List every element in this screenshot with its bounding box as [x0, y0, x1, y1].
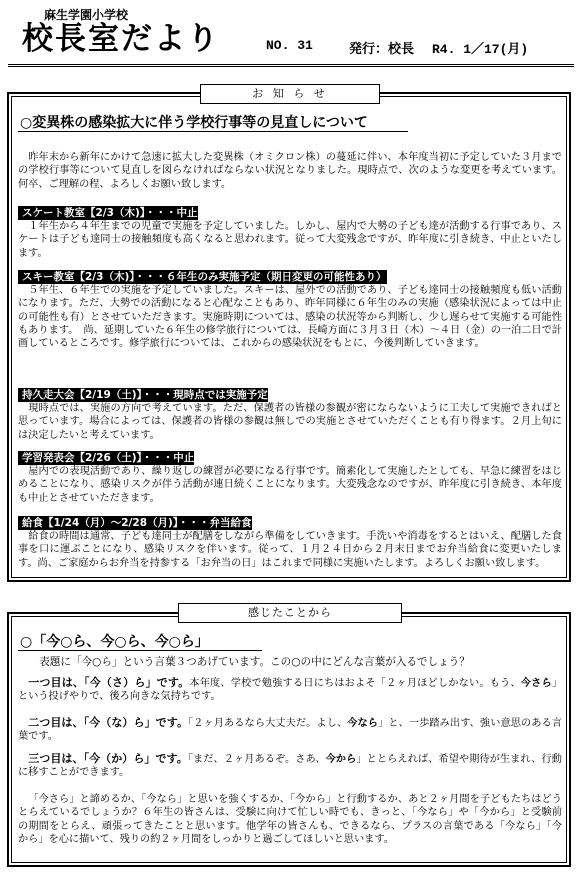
- item-marathon-bar: 持久走大会【2/19（土)】・・・現時点では実施予定: [18, 388, 268, 402]
- item-marathon-text: 現時点では、実施の方向で考えています。ただ、保護者の皆様の参観が密にならないように工夫して実施できればと思っています。場合によっては、保護者の皆様の参観は無しでの実施とさせていただくことも有り得ます。２月上旬には決定したいと考えています。: [18, 403, 562, 441]
- notice-intro: 昨年末から新年にかけて急速に拡大した変異株（オミクロン株）の蔓延に伴い、本年度当初に予定していた３月までの学校行事等について見直しを図らなければならない状況となりました。現時点で、次のような変更を考えています。何卒、ご理解の程、よろしくお願い致します。: [18, 152, 562, 190]
- reflection-para-2: 二つ目は、「今（な）ら」です。「２ヶ月あるなら大丈夫だ。よし、今なら」と、一歩踏み出す、強い意思のある言葉です。: [18, 716, 562, 743]
- para-2-lead: 二つ目は、「今（な）ら」です。: [28, 716, 189, 729]
- item-ski-bar: スキー教室【2/3（木)】・・・６年生のみ実施予定（期日変更の可能性あり）: [18, 270, 387, 284]
- item-skate-text: １年生から４年生までの児童で実施を予定していました。しかし、屋内で大勢の子ども達が活動する行事であり、スケートは子ども達同士の接触頻度も高くなると思われます。従って大変残念ですが、昨年度に引き続き、中止といたします。: [18, 221, 562, 259]
- reflection-tab: 感じたことから: [178, 603, 402, 623]
- item-skate-bar: スケート教室【2/3（木)】・・・中止: [18, 206, 198, 220]
- item-presentation-text: 屋内での表現活動であり、繰り返しの練習が必要になる行事です。簡素化して実施したとしても、早急に練習をはじめることになり、感染リスクが伴う活動が連日続くことになります。大変残念なのですが、昨年度に引き続き、本年度も中止とさせていただきます。: [18, 466, 562, 504]
- item-lunch-text: 給食の時間は通常、子ども達同士が配膳をしながら準備をしていきます。手洗いや消毒をするとはいえ、配膳した食事を口に運ぶことになり、感染リスクを伴います。従って、１月２４日から２月末日までお弁当給食に変更いたします。尚、ご家庭からお弁当を持参する「お弁当の日」はこれまで同様に実施いたします。よろしくお願い致します。: [18, 531, 562, 569]
- para-3-lead: 三つ目は、「今（か）ら」です。: [28, 752, 188, 765]
- item-ski-text: ５年生、６年生での実施を予定していました。スキーは、屋外での活動であり、子ども達同士の接触頻度も低い活動になります。ただ、大勢での活動になると心配なこともあり、昨年同様に６年生のみの実施（感染状況によっては中止の可能性も有）とさせていただきます。実施時期については、感染の状況等から判断し、少し遅らせて実施する可能性もあります。 尚、延期していた６年生の修学旅行については、長崎方面に３月３日（木）～４日（金）の一泊二日で計画しているところです。修学旅行については、これからの感染状況をもとに、今後判断していきます。: [18, 285, 562, 350]
- notice-heading: ○変異株の感染拡大に伴う学校行事等の見直しについて: [20, 115, 368, 131]
- item-lunch-bar: 給食【1/24（月）～2/28（月)】・・・弁当給食: [18, 516, 252, 530]
- item-presentation-bar: 学習発表会【2/26（土)】・・・中止: [18, 451, 194, 465]
- notice-heading-underline: [18, 131, 408, 132]
- notice-tab: お 知 ら せ: [200, 84, 380, 104]
- school-name: 麻生学園小学校: [44, 8, 129, 22]
- reflection-heading: ○「今○ら、今○ら、今○ら」: [20, 634, 209, 650]
- para-1-lead: 一つ目は、「今（さ）ら」です。: [28, 676, 190, 689]
- issue-number: NO. 31: [266, 38, 313, 53]
- reflection-intro: 表題に「今○ら」という言葉３つあげています。この○の中にどんな言葉が入るでしょう？: [39, 656, 470, 668]
- reflection-closing: 「今さら」と諦めるか、「今なら」と思いを強くするか、「今から」と行動するか、あと２ヶ月間を子どもたちはどうとらえているでしょうか？６年生の皆さんは、受験に向けて忙しい時でも、きっと、「今なら」や「今から」と受験前の期間をとらえ、頑張ってきたことと思います。他学年の皆さんも、できるなら、プラスの言葉である「今なら」「今から」を心に描いて、残りの約２ヶ月間をしっかりと過ごしてほしいと思います。: [18, 794, 562, 845]
- reflection-heading-underline: [18, 650, 262, 651]
- newsletter-title: 校長室だより: [22, 21, 220, 57]
- header-divider: [8, 64, 574, 67]
- issue-date: R4. 1／17(月): [432, 42, 529, 57]
- reflection-para-3: 三つ目は、「今（か）ら」です。「まだ、２ヶ月あるぞ。さあ、今から」ととらえれば、希望や期待が生まれ、行動に移すことができます。: [18, 752, 562, 779]
- issuer: 発行：校長: [349, 42, 415, 57]
- reflection-para-1: 一つ目は、「今（さ）ら」です。本年度、学校で勉強する日にちはおよそ「２ヶ月ほどしかない。もう、今さら」という投げやりで、後ろ向きな気持ちです。: [18, 676, 563, 703]
